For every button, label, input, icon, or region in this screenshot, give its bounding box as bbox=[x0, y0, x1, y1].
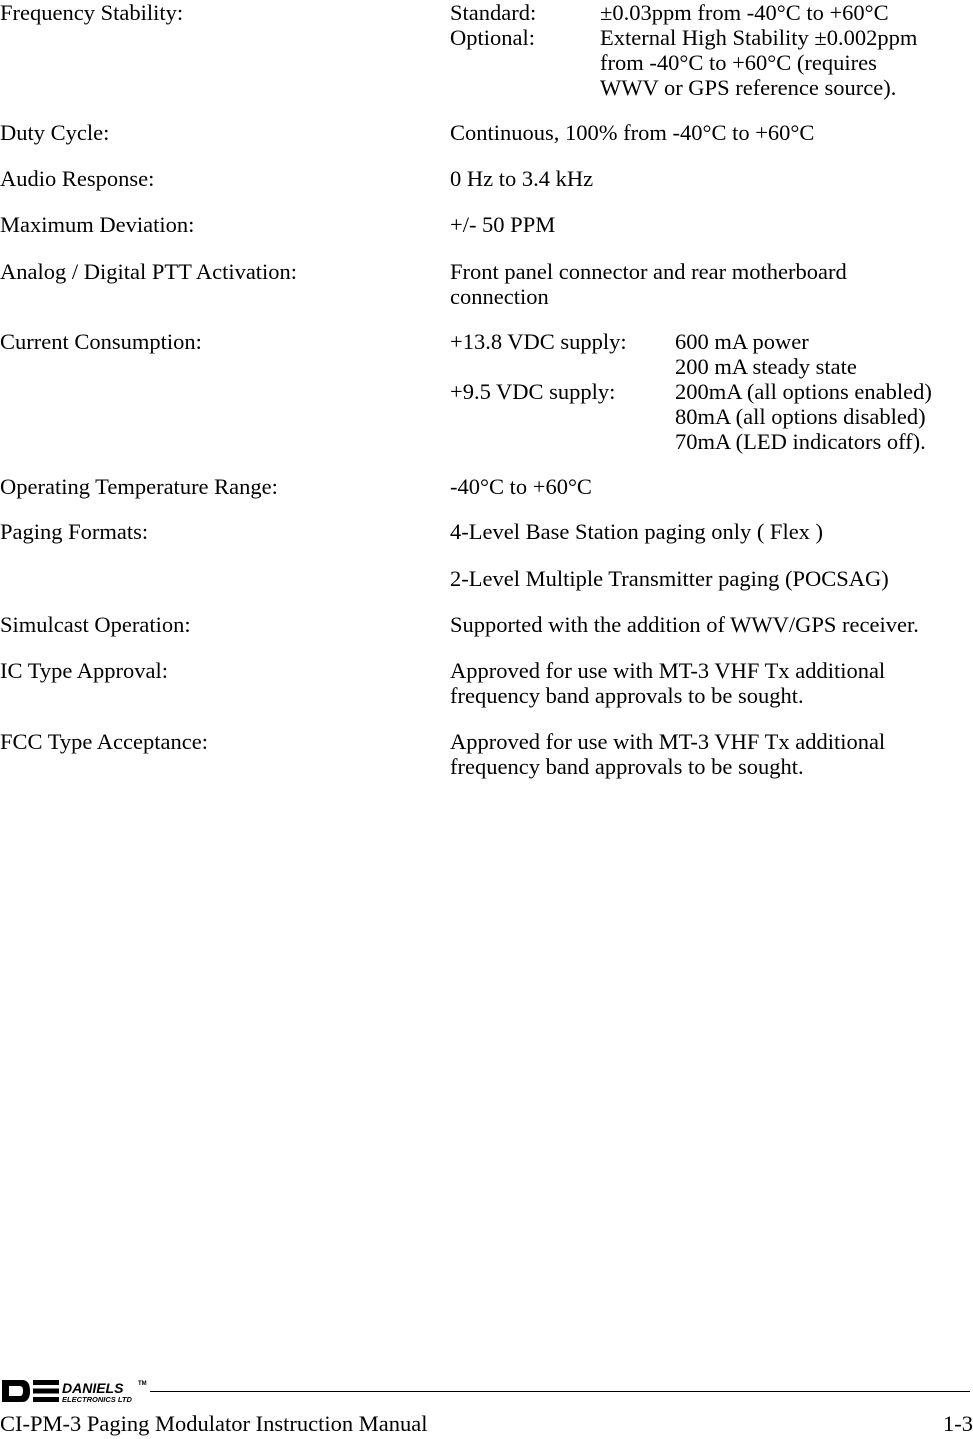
frequency-optional-value-line: External High Stability ±0.002ppm bbox=[600, 25, 918, 50]
frequency-stability-label: Frequency Stability: bbox=[0, 0, 184, 25]
operating-temperature-label: Operating Temperature Range: bbox=[0, 474, 278, 499]
simulcast-operation-value: Supported with the addition of WWV/GPS receiver. bbox=[450, 612, 919, 637]
duty-cycle-label: Duty Cycle: bbox=[0, 120, 110, 145]
fcc-type-acceptance-value-line: frequency band approvals to be sought. bbox=[450, 754, 804, 779]
duty-cycle-value: Continuous, 100% from -40°C to +60°C bbox=[450, 120, 815, 145]
ptt-activation-label: Analog / Digital PTT Activation: bbox=[0, 259, 298, 284]
ptt-activation-value-line: connection bbox=[450, 284, 549, 309]
operating-temperature-value: -40°C to +60°C bbox=[450, 474, 592, 499]
footer-divider bbox=[150, 1391, 970, 1392]
paging-formats-label: Paging Formats: bbox=[0, 519, 149, 544]
ptt-activation-value-line: Front panel connector and rear motherboard bbox=[450, 259, 847, 284]
supply-9-5-value-line: 80mA (all options disabled) bbox=[675, 404, 926, 429]
maximum-deviation-value: +/- 50 PPM bbox=[450, 212, 556, 237]
paging-format-item: 2-Level Multiple Transmitter paging (POCSAG) bbox=[450, 566, 889, 591]
logo-brand-text: DANIELS bbox=[62, 1380, 124, 1396]
ic-type-approval-label: IC Type Approval: bbox=[0, 658, 168, 683]
page-number: 1-3 bbox=[943, 1411, 973, 1436]
manual-title: CI-PM-3 Paging Modulator Instruction Manual bbox=[0, 1411, 428, 1436]
frequency-standard-value: ±0.03ppm from -40°C to +60°C bbox=[600, 0, 889, 25]
supply-13-8-label: +13.8 VDC supply: bbox=[450, 329, 627, 354]
logo-subtitle-text: ELECTRONICS LTD bbox=[62, 1395, 132, 1404]
ic-type-approval-value-line: Approved for use with MT-3 VHF Tx additional bbox=[450, 658, 886, 683]
daniels-logo bbox=[0, 1376, 160, 1406]
supply-13-8-value-line: 600 mA power bbox=[675, 329, 809, 354]
simulcast-operation-label: Simulcast Operation: bbox=[0, 612, 191, 637]
fcc-type-acceptance-label: FCC Type Acceptance: bbox=[0, 729, 208, 754]
supply-13-8-value-line: 200 mA steady state bbox=[675, 354, 857, 379]
fcc-type-acceptance-value-line: Approved for use with MT-3 VHF Tx additional bbox=[450, 729, 886, 754]
maximum-deviation-label: Maximum Deviation: bbox=[0, 212, 195, 237]
audio-response-value: 0 Hz to 3.4 kHz bbox=[450, 166, 594, 191]
current-consumption-label: Current Consumption: bbox=[0, 329, 202, 354]
frequency-optional-value-line: from -40°C to +60°C (requires bbox=[600, 50, 877, 75]
logo-trademark-text: TM bbox=[138, 1381, 147, 1387]
frequency-optional-label: Optional: bbox=[450, 25, 535, 50]
supply-9-5-value-line: 200mA (all options enabled) bbox=[675, 379, 932, 404]
frequency-optional-value-line: WWV or GPS reference source). bbox=[600, 75, 897, 100]
daniels-de-logo-icon bbox=[0, 1376, 160, 1406]
paging-format-item: 4-Level Base Station paging only ( Flex ) bbox=[450, 519, 824, 544]
frequency-standard-label: Standard: bbox=[450, 0, 537, 25]
supply-9-5-label: +9.5 VDC supply: bbox=[450, 379, 616, 404]
ic-type-approval-value-line: frequency band approvals to be sought. bbox=[450, 683, 804, 708]
audio-response-label: Audio Response: bbox=[0, 166, 155, 191]
supply-9-5-value-line: 70mA (LED indicators off). bbox=[675, 429, 926, 454]
